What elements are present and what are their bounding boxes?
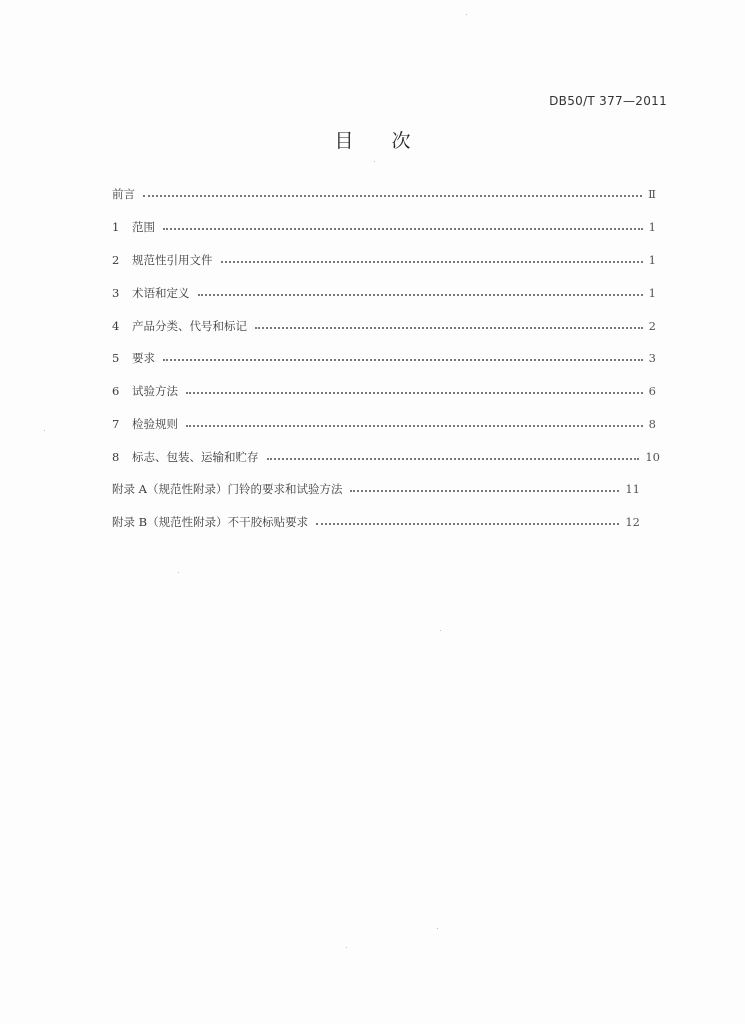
toc-entry-number: 1 bbox=[112, 220, 120, 234]
toc-entry-label: 前言 bbox=[112, 187, 135, 201]
toc-entry-label: 检验规则 bbox=[132, 417, 178, 431]
dot-leader bbox=[186, 425, 643, 427]
toc-entry-page: 1 bbox=[648, 253, 656, 267]
toc-entry-number: 5 bbox=[112, 351, 120, 365]
toc-entry-label: 范围 bbox=[132, 220, 155, 234]
scan-speck bbox=[178, 572, 179, 573]
toc-entry-annex-a[interactable] bbox=[112, 479, 640, 497]
document-code: DB50/T 377—2011 bbox=[549, 94, 667, 108]
dot-leader bbox=[221, 261, 643, 263]
toc-entry-label: 标志、包装、运输和贮存 bbox=[132, 450, 259, 464]
scan-speck bbox=[374, 161, 375, 162]
toc-entry-page: 6 bbox=[648, 384, 656, 398]
toc-entry-foreword[interactable] bbox=[112, 184, 656, 202]
toc-entry-page: Ⅱ bbox=[648, 187, 656, 201]
dot-leader bbox=[163, 228, 643, 230]
toc-entry-page: 12 bbox=[625, 515, 640, 529]
dot-leader bbox=[163, 359, 643, 361]
dot-leader bbox=[350, 490, 619, 492]
scan-speck bbox=[466, 14, 467, 15]
toc-entry-page: 2 bbox=[648, 319, 656, 333]
scan-speck bbox=[346, 947, 347, 948]
toc-entry-label: 附录 A（规范性附录）门铃的要求和试验方法 bbox=[112, 482, 343, 496]
dot-leader bbox=[198, 294, 643, 296]
dot-leader bbox=[186, 392, 643, 394]
toc-entry-page: 11 bbox=[625, 482, 640, 496]
dot-leader bbox=[255, 327, 643, 329]
toc-entry-label: 要求 bbox=[132, 351, 155, 365]
toc-entry-label: 术语和定义 bbox=[132, 286, 190, 300]
toc-entry-number: 7 bbox=[112, 417, 120, 431]
toc-entry-label: 试验方法 bbox=[132, 384, 178, 398]
scan-speck bbox=[440, 630, 441, 631]
dot-leader bbox=[267, 458, 640, 460]
toc-entry-number: 2 bbox=[112, 253, 120, 267]
toc-entry-number: 4 bbox=[112, 319, 120, 333]
toc-entry-page: 1 bbox=[648, 220, 656, 234]
toc-entry-page: 3 bbox=[648, 351, 656, 365]
toc-title-char-2: 次 bbox=[391, 130, 411, 152]
toc-title-char-1: 目 bbox=[334, 130, 354, 152]
scan-speck bbox=[437, 928, 438, 929]
dot-leader bbox=[143, 195, 642, 197]
toc-entry-test-methods[interactable] bbox=[112, 381, 656, 399]
toc-entry-inspection-rules[interactable] bbox=[112, 414, 656, 432]
dot-leader bbox=[316, 523, 619, 525]
toc-entry-marking-packaging[interactable] bbox=[112, 447, 660, 465]
toc-entry-page: 8 bbox=[648, 417, 656, 431]
toc-entry-label: 规范性引用文件 bbox=[132, 253, 213, 267]
toc-entry-label: 产品分类、代号和标记 bbox=[132, 319, 247, 333]
scan-speck bbox=[44, 430, 45, 431]
toc-entry-requirements[interactable] bbox=[112, 348, 656, 366]
toc-entry-classification[interactable] bbox=[112, 316, 656, 334]
toc-entry-page: 10 bbox=[645, 450, 660, 464]
toc-entry-number: 3 bbox=[112, 286, 120, 300]
toc-entry-page: 1 bbox=[648, 286, 656, 300]
toc-entry-scope[interactable] bbox=[112, 217, 656, 235]
toc-entry-annex-b[interactable] bbox=[112, 512, 640, 530]
toc-entry-normative-references[interactable] bbox=[112, 250, 656, 268]
toc-entry-terms-definitions[interactable] bbox=[112, 283, 656, 301]
toc-title bbox=[0, 126, 745, 153]
toc-entry-number: 8 bbox=[112, 450, 120, 464]
toc-entry-label: 附录 B（规范性附录）不干胶标贴要求 bbox=[112, 515, 309, 529]
toc-entry-number: 6 bbox=[112, 384, 120, 398]
